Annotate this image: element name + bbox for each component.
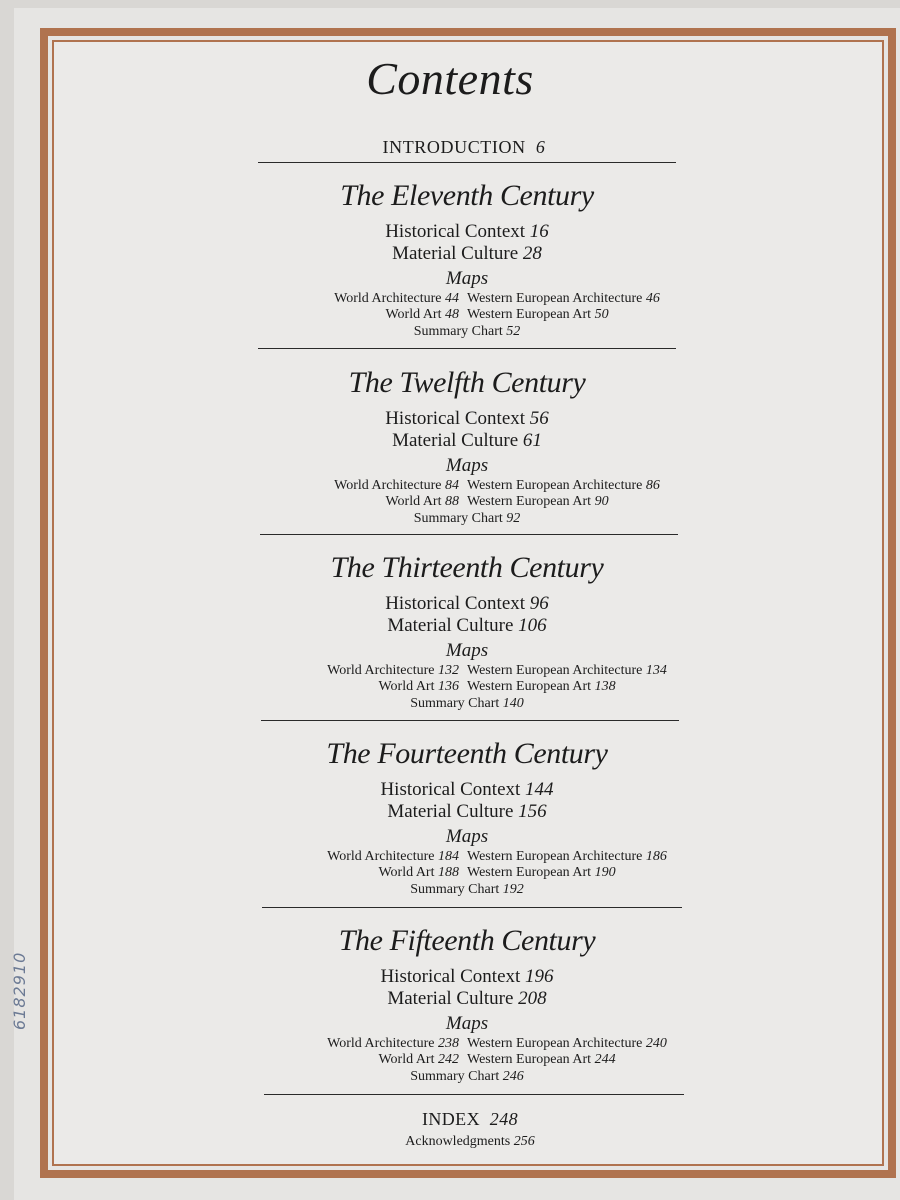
maps-subheading: Maps [445, 1013, 489, 1034]
entry-page: 136 [438, 679, 459, 694]
entry-label: Western European Architecture [467, 849, 643, 864]
entry-page: 184 [438, 849, 459, 864]
map-row [0, 679, 900, 695]
map-row [0, 307, 900, 323]
entry-label: Material Culture [392, 243, 519, 264]
entry-page: 50 [594, 307, 609, 322]
entry-label: World Art [378, 1052, 435, 1067]
western-art-entry[interactable] [467, 494, 727, 510]
entry-page: 132 [438, 663, 459, 678]
entry-label: World Art [378, 865, 435, 880]
entry-label: Summary Chart [410, 1069, 500, 1084]
map-row [0, 849, 900, 865]
world-architecture-entry[interactable] [207, 1036, 467, 1052]
entry-label: Historical Context [380, 966, 521, 987]
section-twelfth-century [0, 364, 900, 528]
western-architecture-entry[interactable] [467, 849, 727, 865]
entry-page: 196 [525, 966, 554, 987]
index-page: 248 [489, 1109, 518, 1129]
maps-subheading: Maps [445, 455, 489, 476]
entry-page: 44 [445, 291, 459, 306]
entry-page: 56 [529, 408, 549, 429]
entry-label: Western European Architecture [467, 663, 643, 678]
entry-label: Material Culture [387, 801, 514, 822]
material-culture-entry[interactable] [0, 243, 900, 265]
western-architecture-entry[interactable] [467, 1036, 727, 1052]
index-label: INDEX [421, 1109, 480, 1129]
map-row [0, 494, 900, 510]
world-art-entry[interactable] [207, 865, 467, 881]
entry-label: Western European Art [467, 679, 592, 694]
entry-label: Summary Chart [413, 511, 503, 526]
western-architecture-entry[interactable] [467, 663, 727, 679]
entry-page: 61 [522, 430, 542, 451]
entry-page: 48 [445, 307, 459, 322]
introduction-label: INTRODUCTION [382, 137, 526, 157]
entry-page: 144 [525, 779, 554, 800]
historical-context-entry[interactable] [0, 779, 900, 801]
maps-subheading: Maps [445, 640, 489, 661]
map-row [0, 1036, 900, 1052]
summary-chart-entry[interactable] [0, 323, 900, 341]
summary-chart-entry[interactable] [0, 695, 900, 713]
century-heading: The Fifteenth Century [338, 924, 596, 957]
material-culture-entry[interactable] [0, 801, 900, 823]
entry-page: 188 [438, 865, 459, 880]
century-heading: The Thirteenth Century [330, 551, 604, 584]
world-architecture-entry[interactable] [207, 849, 467, 865]
divider-rule [258, 348, 676, 349]
material-culture-entry[interactable] [0, 988, 900, 1010]
entry-page: 242 [438, 1052, 459, 1067]
world-art-entry[interactable] [207, 679, 467, 695]
world-architecture-entry[interactable] [207, 663, 467, 679]
margin-handwritten-note: 6182910 [10, 951, 29, 1030]
summary-chart-entry[interactable] [0, 1068, 900, 1086]
entry-label: Material Culture [387, 615, 514, 636]
material-culture-entry[interactable] [0, 430, 900, 452]
entry-label: Historical Context [385, 221, 526, 242]
entry-label: Summary Chart [410, 696, 500, 711]
century-heading: The Twelfth Century [348, 366, 586, 399]
entry-label: Historical Context [385, 593, 526, 614]
section-thirteenth-century [0, 549, 900, 713]
entry-page: 244 [594, 1052, 616, 1067]
entry-label: World Art [378, 679, 435, 694]
introduction-page: 6 [535, 137, 546, 157]
map-row [0, 865, 900, 881]
entry-page: 28 [522, 243, 542, 264]
maps-subheading: Maps [445, 268, 489, 289]
entry-label: Western European Art [467, 307, 592, 322]
entry-page: 92 [506, 511, 521, 526]
introduction-entry[interactable] [0, 137, 900, 158]
map-row [0, 663, 900, 679]
entry-label: Western European Art [467, 1052, 592, 1067]
entry-label: Summary Chart [413, 324, 503, 339]
western-architecture-entry[interactable] [467, 478, 727, 494]
contents-title: Contents [366, 53, 534, 104]
world-architecture-entry[interactable] [207, 291, 467, 307]
century-heading: The Fourteenth Century [326, 737, 608, 770]
century-heading: The Eleventh Century [340, 179, 594, 212]
historical-context-entry[interactable] [0, 966, 900, 988]
western-architecture-entry[interactable] [467, 291, 727, 307]
entry-page: 46 [645, 291, 660, 306]
entry-page: 134 [645, 663, 667, 678]
entry-label: World Art [385, 494, 442, 509]
entry-page: 156 [518, 801, 547, 822]
entry-label: Historical Context [380, 779, 521, 800]
entry-label: Western European Art [467, 494, 592, 509]
historical-context-entry[interactable] [0, 221, 900, 243]
entry-page: 88 [445, 494, 459, 509]
entry-page: 190 [594, 865, 616, 880]
entry-page: 138 [594, 679, 616, 694]
world-architecture-entry[interactable] [207, 478, 467, 494]
world-art-entry[interactable] [207, 1052, 467, 1068]
entry-page: 208 [518, 988, 547, 1009]
historical-context-entry[interactable] [0, 408, 900, 430]
acknowledgments-page: 256 [513, 1134, 535, 1149]
entry-page: 90 [594, 494, 609, 509]
world-art-entry[interactable] [207, 494, 467, 510]
entry-page: 240 [645, 1036, 667, 1051]
entry-page: 86 [645, 478, 660, 493]
divider-rule [262, 907, 682, 908]
acknowledgments-entry[interactable] [0, 1134, 900, 1150]
western-art-entry[interactable] [467, 1052, 727, 1068]
entry-label: World Architecture [327, 663, 435, 678]
entry-label: World Art [385, 307, 442, 322]
section-fourteenth-century [0, 735, 900, 899]
map-row [0, 1052, 900, 1068]
entry-page: 52 [506, 324, 521, 339]
entry-page: 238 [438, 1036, 459, 1051]
material-culture-entry[interactable] [0, 615, 900, 637]
entry-label: Western European Art [467, 865, 592, 880]
entry-page: 140 [502, 696, 524, 711]
entry-page: 186 [645, 849, 667, 864]
entry-page: 106 [518, 615, 547, 636]
section-eleventh-century [0, 177, 900, 341]
divider-rule [258, 162, 676, 163]
entry-page: 192 [502, 882, 524, 897]
maps-subheading: Maps [445, 826, 489, 847]
entry-label: Western European Architecture [467, 291, 643, 306]
world-art-entry[interactable] [207, 307, 467, 323]
entry-label: Historical Context [385, 408, 526, 429]
entry-page: 84 [445, 478, 459, 493]
summary-chart-entry[interactable] [0, 881, 900, 899]
index-entry[interactable] [0, 1109, 900, 1130]
entry-page: 16 [529, 221, 549, 242]
entry-label: World Architecture [334, 291, 442, 306]
entry-label: Material Culture [387, 988, 514, 1009]
entry-label: Summary Chart [410, 882, 500, 897]
divider-rule [261, 720, 679, 721]
section-fifteenth-century [0, 922, 900, 1086]
historical-context-entry[interactable] [0, 593, 900, 615]
entry-page: 246 [502, 1069, 524, 1084]
entry-label: World Architecture [327, 1036, 435, 1051]
map-row [0, 478, 900, 494]
acknowledgments-label: Acknowledgments [405, 1134, 511, 1149]
entry-label: Western European Architecture [467, 478, 643, 493]
entry-page: 96 [529, 593, 549, 614]
divider-rule [264, 1094, 684, 1095]
summary-chart-entry[interactable] [0, 510, 900, 528]
western-art-entry[interactable] [467, 679, 727, 695]
entry-label: World Architecture [327, 849, 435, 864]
map-row [0, 291, 900, 307]
divider-rule [260, 534, 678, 535]
entry-label: Material Culture [392, 430, 519, 451]
western-art-entry[interactable] [467, 865, 727, 881]
entry-label: World Architecture [334, 478, 442, 493]
western-art-entry[interactable] [467, 307, 727, 323]
entry-label: Western European Architecture [467, 1036, 643, 1051]
